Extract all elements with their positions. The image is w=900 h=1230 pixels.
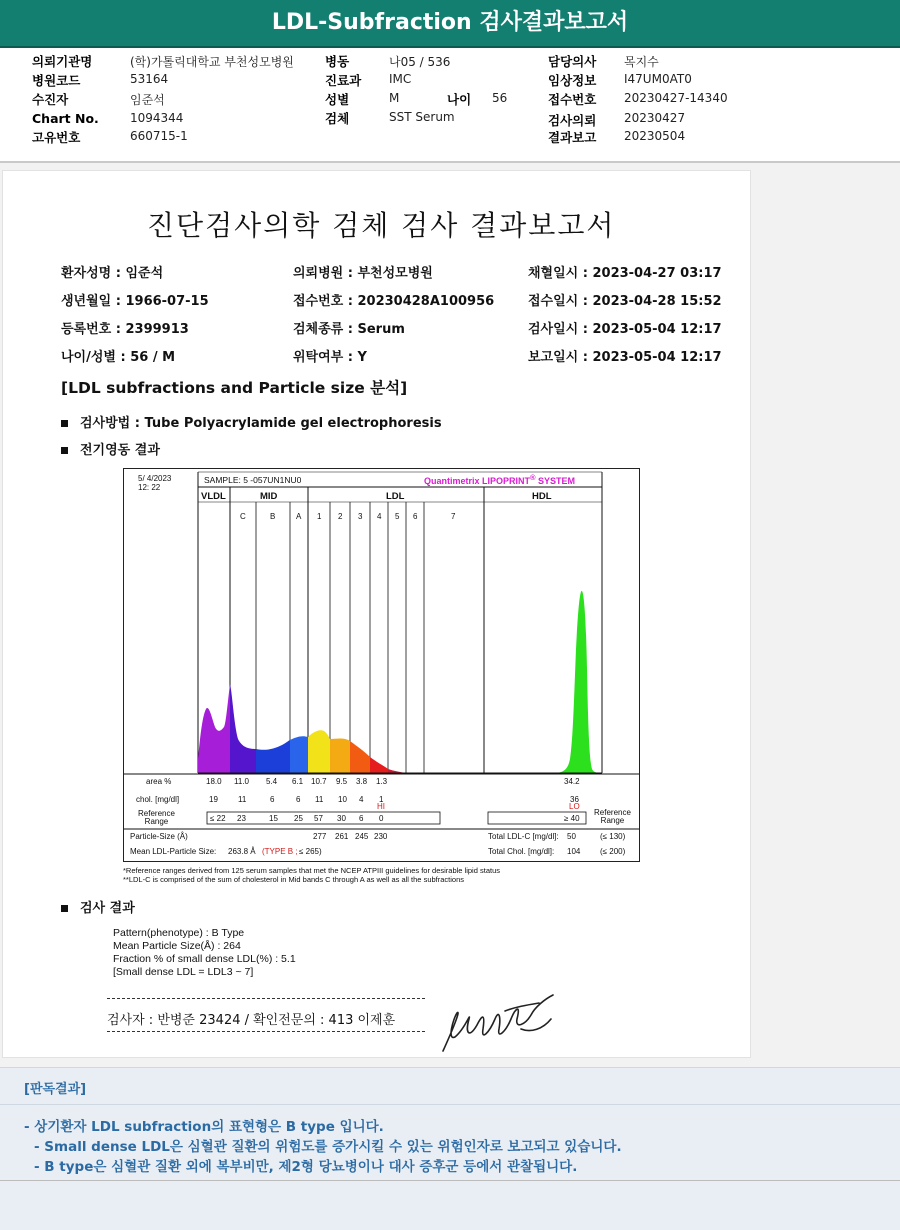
row-label-ref: Reference Range xyxy=(138,809,175,826)
header-label: 성별 xyxy=(325,92,350,107)
result-line: [Small dense LDL = LDL3 ~ 7] xyxy=(113,966,254,978)
patient-info: 나이/성별 : 56 / M xyxy=(61,350,176,365)
ref-value: 15 xyxy=(269,814,278,823)
type-label: (TYPE B ; xyxy=(262,847,298,856)
row-label-mean: Mean LDL-Particle Size: xyxy=(130,847,217,856)
hi-flag: HI xyxy=(377,802,385,811)
section-label: LDL xyxy=(386,491,405,502)
result-line: Pattern(phenotype) : B Type xyxy=(113,927,245,939)
chol-value: 6 xyxy=(270,795,275,804)
header-label: 의뢰기관명 xyxy=(32,54,93,69)
section-label: MID xyxy=(260,491,278,502)
bottom-rule xyxy=(0,1180,900,1181)
divider xyxy=(0,1104,900,1105)
area-value: 3.8 xyxy=(356,777,368,786)
band-label: 3 xyxy=(358,512,363,521)
hdl-peak xyxy=(554,591,602,773)
size-value: 277 xyxy=(313,832,327,841)
result-line: Mean Particle Size(Å) : 264 xyxy=(113,940,241,952)
ref-value: 23 xyxy=(237,814,246,823)
patient-info: 검사일시 : 2023-05-04 12:17 xyxy=(528,322,722,337)
total-chol-label: Total Chol. [mg/dl]: xyxy=(488,847,555,856)
header-label: 임상정보 xyxy=(548,73,597,88)
header-value: I47UM0AT0 xyxy=(624,72,692,86)
interpretation-panel xyxy=(0,1067,900,1230)
bullet-icon xyxy=(61,420,68,427)
ref-value: 6 xyxy=(359,814,364,823)
band-label: 1 xyxy=(317,512,322,521)
electro-title xyxy=(61,439,160,458)
header-label: 검체 xyxy=(325,111,350,126)
report-title: LDL-Subfraction 검사결과보고서 xyxy=(271,10,629,35)
area-value: 11.0 xyxy=(234,777,249,786)
chart-sample: SAMPLE: 5 -057UN1NU0 xyxy=(204,475,302,485)
band-label: 2 xyxy=(338,512,343,521)
header-label: 병동 xyxy=(325,54,350,69)
ref-value: 57 xyxy=(314,814,323,823)
patient-info: 생년월일 : 1966-07-15 xyxy=(61,294,209,309)
area-value: 34.2 xyxy=(564,777,580,786)
header-value: 53164 xyxy=(130,72,169,86)
header-label: 고유번호 xyxy=(32,130,81,145)
interpretation-line: - Small dense LDL은 심혈관 질환의 위험도를 증가시킬 수 있는 위험인자로 보고되고 있습니다. xyxy=(34,1139,622,1155)
patient-info: 보고일시 : 2023-05-04 12:17 xyxy=(528,350,722,365)
electro-title-text: 전기영동 결과 xyxy=(80,443,160,458)
chart-footnote: **LDL-C is comprised of the sum of cholesterol in Mid bands C through A as well as all the subfractions xyxy=(123,875,465,884)
chol-value: 4 xyxy=(359,795,364,804)
title-bar xyxy=(0,0,900,48)
header-label: Chart No. xyxy=(32,111,99,126)
header-value: IMC xyxy=(389,72,412,86)
header-label: 수진자 xyxy=(32,92,69,107)
chol-value: 1 xyxy=(379,795,384,804)
header-value: M xyxy=(389,91,400,105)
mid-b-region xyxy=(256,740,290,773)
band-label: C xyxy=(240,512,246,521)
header-label: 결과보고 xyxy=(548,130,597,145)
ldl5-region xyxy=(388,769,406,773)
total-ldl-ref: (≤ 130) xyxy=(600,832,626,841)
chart-time: 12: 22 xyxy=(138,483,161,492)
band-label: A xyxy=(296,512,302,521)
area-value: 18.0 xyxy=(206,777,222,786)
ldl4-region xyxy=(370,757,388,773)
signature-rule-top xyxy=(107,998,425,999)
header-value: 목지수 xyxy=(624,55,659,69)
row-label-chol: chol. [mg/dl] xyxy=(136,795,180,804)
vldl-peak xyxy=(198,684,230,773)
mean-size-value: 263.8 Å xyxy=(228,847,256,856)
section-title: [LDL subfractions and Particle size 분석] xyxy=(61,379,408,397)
bullet-icon xyxy=(61,905,68,912)
patient-info: 위탁여부 : Y xyxy=(293,350,367,365)
report-heading: 진단검사의학 검체 검사 결과보고서 xyxy=(147,209,616,242)
total-chol-value: 104 xyxy=(567,847,581,856)
bullet-icon xyxy=(61,447,68,454)
signature-rule-bottom xyxy=(107,1031,425,1032)
row-label-area: area % xyxy=(146,777,172,786)
chart-brand xyxy=(424,473,575,486)
signature-image xyxy=(435,989,565,1061)
header-value: 20230427-14340 xyxy=(624,91,728,105)
ref-value: ≥ 40 xyxy=(564,814,580,823)
size-value: 261 xyxy=(335,832,349,841)
header-value: SST Serum xyxy=(389,110,455,124)
band-label: 6 xyxy=(413,512,418,521)
interpretation-heading: [판독결과] xyxy=(24,1082,87,1097)
result-title-text: 검사 결과 xyxy=(80,901,135,916)
patient-info: 등록번호 : 2399913 xyxy=(61,322,189,337)
electrophoresis-chart xyxy=(123,468,640,862)
patient-info: 접수일시 : 2023-04-28 15:52 xyxy=(528,294,722,309)
header-value: (학)가톨릭대학교 부천성모병원 xyxy=(130,55,294,69)
chol-value: 6 xyxy=(296,795,301,804)
lo-flag: LO xyxy=(569,802,580,811)
section-label: HDL xyxy=(532,491,552,502)
patient-info: 의뢰병원 : 부천성모병원 xyxy=(293,266,433,281)
size-value: 245 xyxy=(355,832,369,841)
result-title xyxy=(61,897,135,916)
method-line xyxy=(61,412,442,431)
header-label: 담당의사 xyxy=(548,54,597,69)
size-value: 230 xyxy=(374,832,388,841)
band-label: 4 xyxy=(377,512,382,521)
patient-info: 채혈일시 : 2023-04-27 03:17 xyxy=(528,266,722,281)
chart-brand-tail: SYSTEM xyxy=(535,476,576,486)
type-range: ≤ 265) xyxy=(299,847,322,856)
ldl2-region xyxy=(330,739,350,774)
ref-value: 25 xyxy=(294,814,303,823)
band-label: 5 xyxy=(395,512,400,521)
area-value: 6.1 xyxy=(292,777,304,786)
mid-c-region xyxy=(230,684,256,773)
header-value: 660715-1 xyxy=(130,129,188,143)
patient-info: 접수번호 : 20230428A100956 xyxy=(293,294,495,309)
header-label: 접수번호 xyxy=(548,92,597,107)
total-ldl-value: 50 xyxy=(567,832,576,841)
header-label: 병원코드 xyxy=(32,73,81,88)
header-value: 56 xyxy=(492,91,508,105)
chol-value: 11 xyxy=(238,795,247,804)
chart-footnote: *Reference ranges derived from 125 serum samples that met the NCEP ATPIII guidelines for desirable lipid status xyxy=(123,866,500,875)
chart-brand-reg: ® xyxy=(530,473,536,482)
chol-value: 36 xyxy=(570,795,579,804)
interpretation-line: - B type은 심혈관 질환 외에 복부비만, 제2형 당뇨병이나 대사 증후군 등에서 관찰됩니다. xyxy=(34,1159,578,1175)
chol-value: 10 xyxy=(338,795,347,804)
header-label: 검사의뢰 xyxy=(548,113,597,128)
header-value: 20230504 xyxy=(624,129,686,143)
section-label: VLDL xyxy=(201,491,226,502)
ref-value: ≤ 22 xyxy=(210,814,226,823)
header-label: 나이 xyxy=(447,92,472,107)
band-label: B xyxy=(270,512,276,521)
area-value: 9.5 xyxy=(336,777,348,786)
chol-value: 11 xyxy=(315,795,324,804)
band-label: 7 xyxy=(451,512,456,521)
area-value: 5.4 xyxy=(266,777,278,786)
total-chol-ref: (≤ 200) xyxy=(600,847,626,856)
ldl1-region xyxy=(308,730,330,773)
method-text: 검사방법 : Tube Polyacrylamide gel electrophoresis xyxy=(80,416,442,431)
interpretation-line: - 상기환자 LDL subfraction의 표현형은 B type 입니다. xyxy=(24,1119,384,1135)
signature-line: 검사자 : 반병준 23424 / 확인전문의 : 413 이제훈 xyxy=(107,1013,396,1028)
header-value: 임준석 xyxy=(130,93,165,107)
total-ldl-label: Total LDL-C [mg/dl]: xyxy=(488,832,559,841)
mid-a-region xyxy=(290,736,308,773)
ref-value: 0 xyxy=(379,814,384,823)
ref-range-label: Reference Range xyxy=(594,808,631,825)
ref-value: 30 xyxy=(337,814,346,823)
header-label: 진료과 xyxy=(325,73,362,88)
result-line: Fraction % of small dense LDL(%) : 5.1 xyxy=(113,953,296,965)
header-info xyxy=(0,48,900,160)
patient-info: 환자성명 : 임준석 xyxy=(61,266,164,281)
row-label-size: Particle-Size (Å) xyxy=(130,832,188,841)
patient-info: 검체종류 : Serum xyxy=(293,322,405,337)
header-value: 나05 / 536 xyxy=(389,55,451,69)
header-value: 20230427 xyxy=(624,111,686,125)
chart-date: 5/ 4/2023 xyxy=(138,474,172,483)
header-value: 1094344 xyxy=(130,111,184,125)
chol-value: 19 xyxy=(209,795,218,804)
area-value: 1.3 xyxy=(376,777,388,786)
chart-brand-name: Quantimetrix LIPOPRINT xyxy=(424,476,531,486)
area-value: 10.7 xyxy=(311,777,327,786)
ldl3-region xyxy=(350,741,370,773)
